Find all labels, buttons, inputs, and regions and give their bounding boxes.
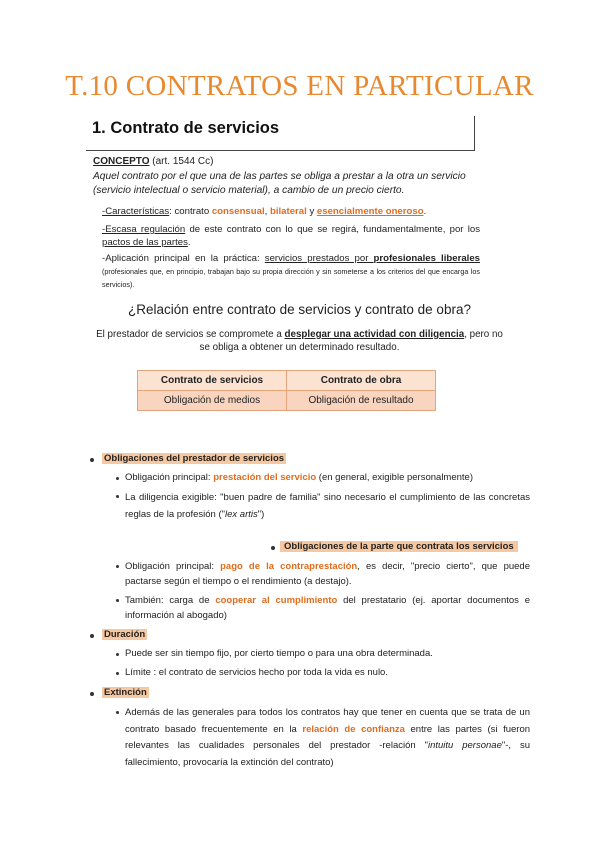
regulacion-label: -Escasa regulación [102,224,186,235]
caracteristicas-label: -Características [102,206,170,217]
duracion-label: Duración [104,629,146,640]
table-header: Contrato de servicios [138,371,287,391]
aplicacion-u1: servicios prestados por [264,253,374,264]
oblig-prestador-b1 [125,471,530,484]
parte-b2-pre: También: carga de [125,595,216,606]
comparison-table [137,370,436,411]
oblig-prestador-heading [102,452,286,465]
parte-b2-hl: cooperar al cumplimiento [215,595,338,606]
bullet-dot [116,495,119,498]
regulacion-rest: de este contrato con lo que se regirá, fundamentalmente, por los [185,224,480,235]
bullet-dot [116,711,119,714]
extincion-heading [102,686,149,699]
prestador-post: , pero no se obliga a obtener un determinado resultado. [199,329,503,353]
prestador-pre: El prestador de servicios se compromete a [96,329,285,340]
regulacion-pactos: pactos de las partes [102,237,188,248]
bullet-dot [116,672,119,675]
duracion-b1: Puede ser sin tiempo fijo, por cierto tiempo o para una obra determinada. [125,648,433,659]
parte-b2-post: del prestatario (ej. aportar documentos e información al abogado) [125,595,531,621]
bullet-dot [271,546,275,550]
ext-hl: relación de confianza [302,723,405,735]
bullet-dot [90,458,94,462]
extincion-b1 [125,705,530,771]
concepto-line [93,155,213,168]
concepto-label: CONCEPTO [93,156,150,167]
oblig-parte-b2 [125,593,530,623]
aplicacion-pre: -Aplicación principal en la práctica: [102,253,265,264]
b1-pre: Obligación principal: [125,472,214,483]
oblig-prestador-label: Obligaciones del prestador de servicios [104,453,285,464]
end-dot: . [423,206,427,217]
oblig-parte-label: Obligaciones de la parte que contrata los servicios [280,541,518,552]
extincion-label: Extinción [104,687,147,698]
regulacion-end: . [187,237,191,248]
sep1: , [264,206,270,217]
parte-b1-pre: Obligación principal: [125,561,221,572]
table-cell: Obligación de resultado [287,391,436,411]
caracteristicas-pre: : contrato [169,206,212,217]
ext-mid: entre las partes (si fueron relevantes las cualidades personales del prestador -relación " [125,723,531,751]
bullet-dot [116,477,119,480]
bullet-dot [90,634,94,638]
duracion-heading [102,628,147,641]
duracion-b2: Límite : el contrato de servicios hecho por toda la vida es nulo. [125,667,388,678]
aplicacion-small: (profesionales que, en principio, trabajan bajo su propia dirección y sin someterse a los criterios del que encarga los servicios). [102,267,480,289]
page-title: T.10 CONTRATOS EN PARTICULAR [65,70,534,102]
bullet-dot [116,599,119,602]
prestador-text [92,328,507,354]
b2-post: ") [257,509,265,520]
oblig-parte-b1 [125,559,530,589]
term-oneroso: esencialmente oneroso [316,206,424,217]
b2-pre: La diligencia exigible: "buen padre de familia" sino necesario el cumplimiento de las concretas reglas de la profesión (" [125,492,530,520]
parte-b1-post: , es decir, "precio cierto", que puede pactarse según el tiempo o el rendimiento (a destajo). [125,561,530,587]
ext-it: intuitu personae [427,740,502,751]
b1-hl: prestación del servicio [213,472,317,483]
question-heading: ¿Relación entre contrato de servicios y contrato de obra? [128,302,471,317]
caracteristicas [102,205,482,218]
section-title: 1. Contrato de servicios [92,119,280,137]
aplicacion [102,252,480,291]
concepto-ref: (art. 1544 Cc) [149,156,214,167]
oblig-parte-heading [280,540,518,553]
b1-post: (en general, exigible personalmente) [316,472,473,483]
oblig-prestador-b2 [125,489,530,523]
term-consensual: consensual [211,206,265,217]
definition: Aquel contrato por el que una de las partes se obliga a prestar a la otra un servicio (servicio intelectual o servicio material), a cambio de un precio cierto. [93,171,466,196]
ext-post: "-, su fallecimiento, provocaría la extinción del contrato) [125,740,530,768]
regulacion [102,223,480,249]
sep2: y [306,206,317,217]
aplicacion-bold: profesionales liberales [373,253,480,264]
prestador-bold: desplegar una actividad con diligencia [284,329,465,340]
bullet-dot [116,653,119,656]
ext-pre: Además de las generales para todos los contratos hay que tener en cuenta que se trata de un contrato basado frecuentemente en la [125,707,530,735]
b2-it: lex artis [225,509,258,520]
table-cell: Obligación de medios [138,391,287,411]
table-header: Contrato de obra [287,371,436,391]
parte-b1-hl: pago de la contraprestación [220,561,358,572]
term-bilateral: bilateral [269,206,307,217]
bullet-dot [90,692,94,696]
bullet-dot [116,565,119,568]
